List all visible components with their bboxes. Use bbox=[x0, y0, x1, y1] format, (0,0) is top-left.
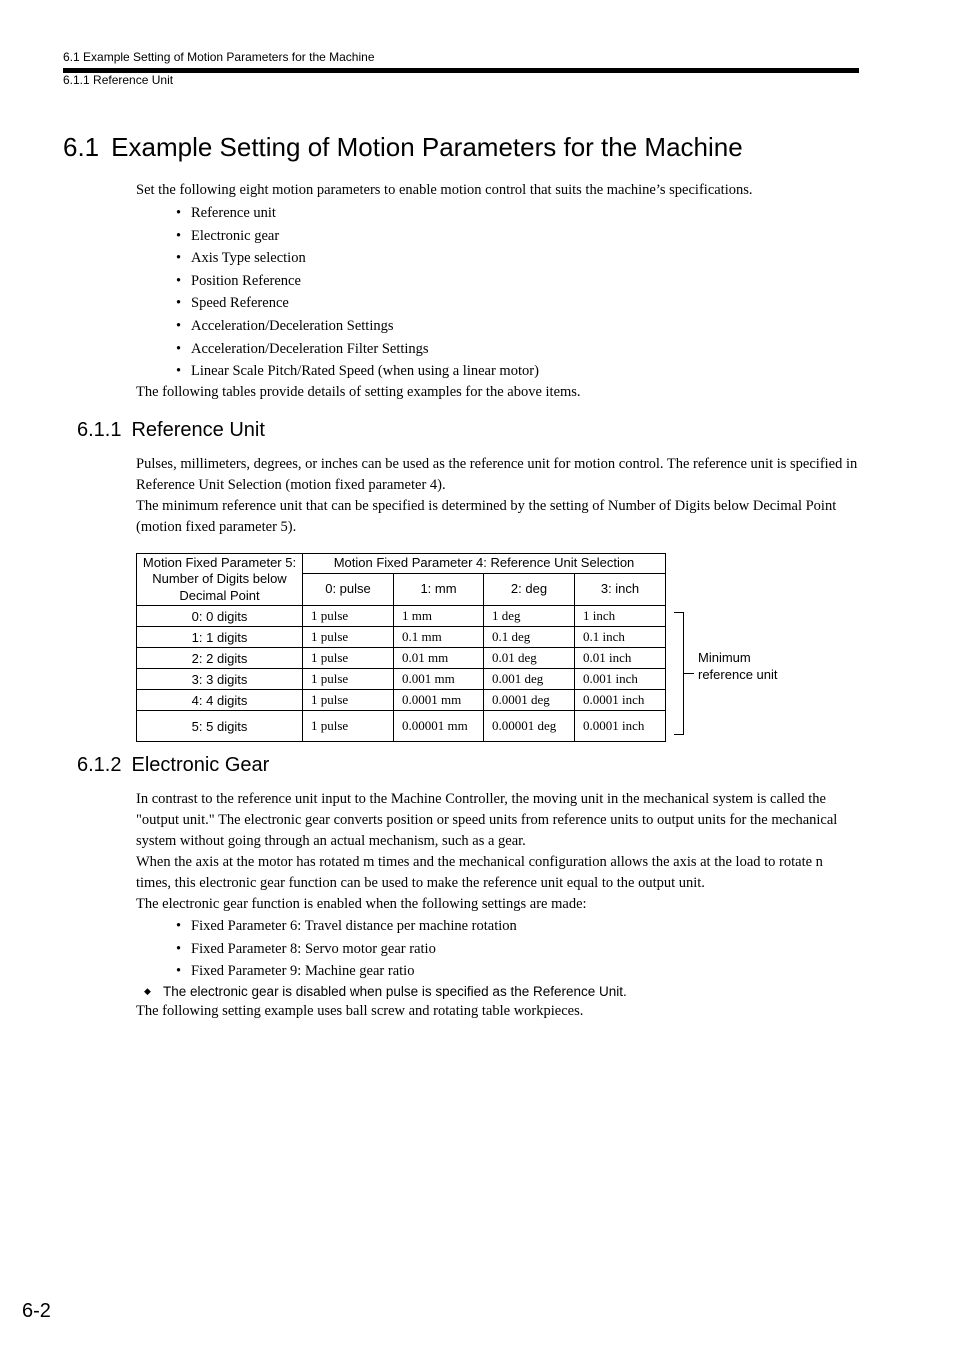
reference-unit-para-1: Pulses, millimeters, degrees, or inches can be used as the reference unit for motion control. The reference unit is specified in Reference Unit Selection (motion fixed parameter 4). bbox=[136, 456, 858, 493]
subsection-title: Reference Unit bbox=[131, 419, 265, 441]
table-row bbox=[137, 711, 666, 742]
section-heading bbox=[63, 132, 743, 163]
table-cell: 1 mm bbox=[394, 606, 484, 627]
running-header-subsection: 6.1.1 Reference Unit bbox=[63, 73, 174, 87]
row-header: 0: 0 digits bbox=[137, 606, 303, 627]
table-row bbox=[137, 648, 666, 669]
note-diamond-icon: ◆ bbox=[144, 986, 151, 996]
table-cell: 0.001 inch bbox=[575, 669, 666, 690]
list-item: • Fixed Parameter 6: Travel distance per machine rotation bbox=[176, 918, 517, 934]
fixed-parameter-list bbox=[176, 915, 517, 983]
electronic-gear-para-3: The electronic gear function is enabled when the following settings are made: bbox=[136, 896, 587, 912]
row-header: 1: 1 digits bbox=[137, 627, 303, 648]
table-cell: 1 inch bbox=[575, 606, 666, 627]
table-row bbox=[137, 669, 666, 690]
table-cell: 0.01 mm bbox=[394, 648, 484, 669]
list-item: • Reference unit bbox=[176, 205, 276, 221]
subsection-title: Electronic Gear bbox=[131, 754, 270, 776]
bracket-label: Minimum reference unit bbox=[698, 650, 778, 682]
minimum-reference-unit-bracket bbox=[674, 612, 684, 735]
section-intro: Set the following eight motion parameters to enable motion control that suits the machine’s specifications. bbox=[136, 182, 753, 198]
section-number: 6.1 bbox=[63, 132, 100, 162]
electronic-gear-para-1: In contrast to the reference unit input to the Machine Controller, the moving unit in the mechanical system is called the "output unit." The electronic gear converts position or speed units from reference units to output units for the mechanical system without going through an actual mechanism, such as a gear. bbox=[136, 791, 838, 849]
table-cell: 0.0001 inch bbox=[575, 690, 666, 711]
table-row bbox=[137, 627, 666, 648]
table-cell: 0.01 inch bbox=[575, 648, 666, 669]
bracket-tick bbox=[684, 673, 694, 674]
reference-unit-para-2: The minimum reference unit that can be specified is determined by the setting of Number of Digits below Decimal Point (motion fixed parameter 5). bbox=[136, 498, 837, 535]
table-group-header: Motion Fixed Parameter 4: Reference Unit Selection bbox=[303, 554, 666, 574]
list-item: • Acceleration/Deceleration Filter Settings bbox=[176, 340, 429, 357]
table-cell: 1 deg bbox=[484, 606, 575, 627]
table-cell: 0.0001 inch bbox=[575, 711, 666, 742]
electronic-gear-para-2: When the axis at the motor has rotated m times and the mechanical configuration allows the axis at the load to rotate n times, this electronic gear function can be used to make the reference unit equal to the output unit. bbox=[136, 854, 823, 891]
table-cell: 1 pulse bbox=[303, 669, 394, 690]
list-item: • Acceleration/Deceleration Settings bbox=[176, 317, 394, 334]
table-corner-header: Motion Fixed Parameter 5: Number of Digits below Decimal Point bbox=[137, 554, 303, 606]
section-title: Example Setting of Motion Parameters for the Machine bbox=[111, 132, 743, 162]
row-header: 4: 4 digits bbox=[137, 690, 303, 711]
list-item: • Fixed Parameter 9: Machine gear ratio bbox=[176, 963, 415, 980]
list-item: • Fixed Parameter 8: Servo motor gear ratio bbox=[176, 940, 436, 957]
electronic-gear-para-4: The following setting example uses ball screw and rotating table workpieces. bbox=[136, 1003, 584, 1019]
column-header: 2: deg bbox=[484, 574, 575, 606]
electronic-gear-note: ◆ The electronic gear is disabled when pulse is specified as the Reference Unit. bbox=[144, 984, 627, 999]
subsection-heading-reference-unit bbox=[77, 419, 265, 442]
section-outro: The following tables provide details of setting examples for the above items. bbox=[136, 384, 581, 400]
table-row bbox=[137, 690, 666, 711]
table-cell: 1 pulse bbox=[303, 627, 394, 648]
subsection-heading-electronic-gear bbox=[77, 754, 269, 777]
motion-parameter-list bbox=[176, 202, 539, 383]
table-cell: 0.01 deg bbox=[484, 648, 575, 669]
subsection-number: 6.1.1 bbox=[77, 419, 122, 441]
column-header: 3: inch bbox=[575, 574, 666, 606]
list-item: • Linear Scale Pitch/Rated Speed (when using a linear motor) bbox=[176, 363, 539, 380]
row-header: 5: 5 digits bbox=[137, 711, 303, 742]
table-cell: 1 pulse bbox=[303, 648, 394, 669]
list-item: • Electronic gear bbox=[176, 227, 280, 244]
row-header: 3: 3 digits bbox=[137, 669, 303, 690]
table-cell: 0.1 inch bbox=[575, 627, 666, 648]
column-header: 0: pulse bbox=[303, 574, 394, 606]
column-header: 1: mm bbox=[394, 574, 484, 606]
header-rule bbox=[63, 68, 859, 73]
list-item: • Axis Type selection bbox=[176, 250, 306, 267]
subsection-number: 6.1.2 bbox=[77, 754, 122, 776]
list-item: • Position Reference bbox=[176, 272, 301, 289]
table-cell: 1 pulse bbox=[303, 711, 394, 742]
row-header: 2: 2 digits bbox=[137, 648, 303, 669]
reference-unit-table bbox=[136, 553, 666, 742]
table-cell: 0.00001 mm bbox=[394, 711, 484, 742]
running-header-section: 6.1 Example Setting of Motion Parameters for the Machine bbox=[63, 50, 375, 64]
table-cell: 0.1 deg bbox=[484, 627, 575, 648]
table-cell: 0.0001 deg bbox=[484, 690, 575, 711]
table-cell: 0.0001 mm bbox=[394, 690, 484, 711]
table-cell: 0.1 mm bbox=[394, 627, 484, 648]
table-cell: 0.001 deg bbox=[484, 669, 575, 690]
page-number: 6-2 bbox=[22, 1300, 51, 1322]
table-cell: 1 pulse bbox=[303, 606, 394, 627]
list-item: • Speed Reference bbox=[176, 295, 289, 312]
table-row bbox=[137, 606, 666, 627]
table-cell: 1 pulse bbox=[303, 690, 394, 711]
table-cell: 0.001 mm bbox=[394, 669, 484, 690]
table-cell: 0.00001 deg bbox=[484, 711, 575, 742]
